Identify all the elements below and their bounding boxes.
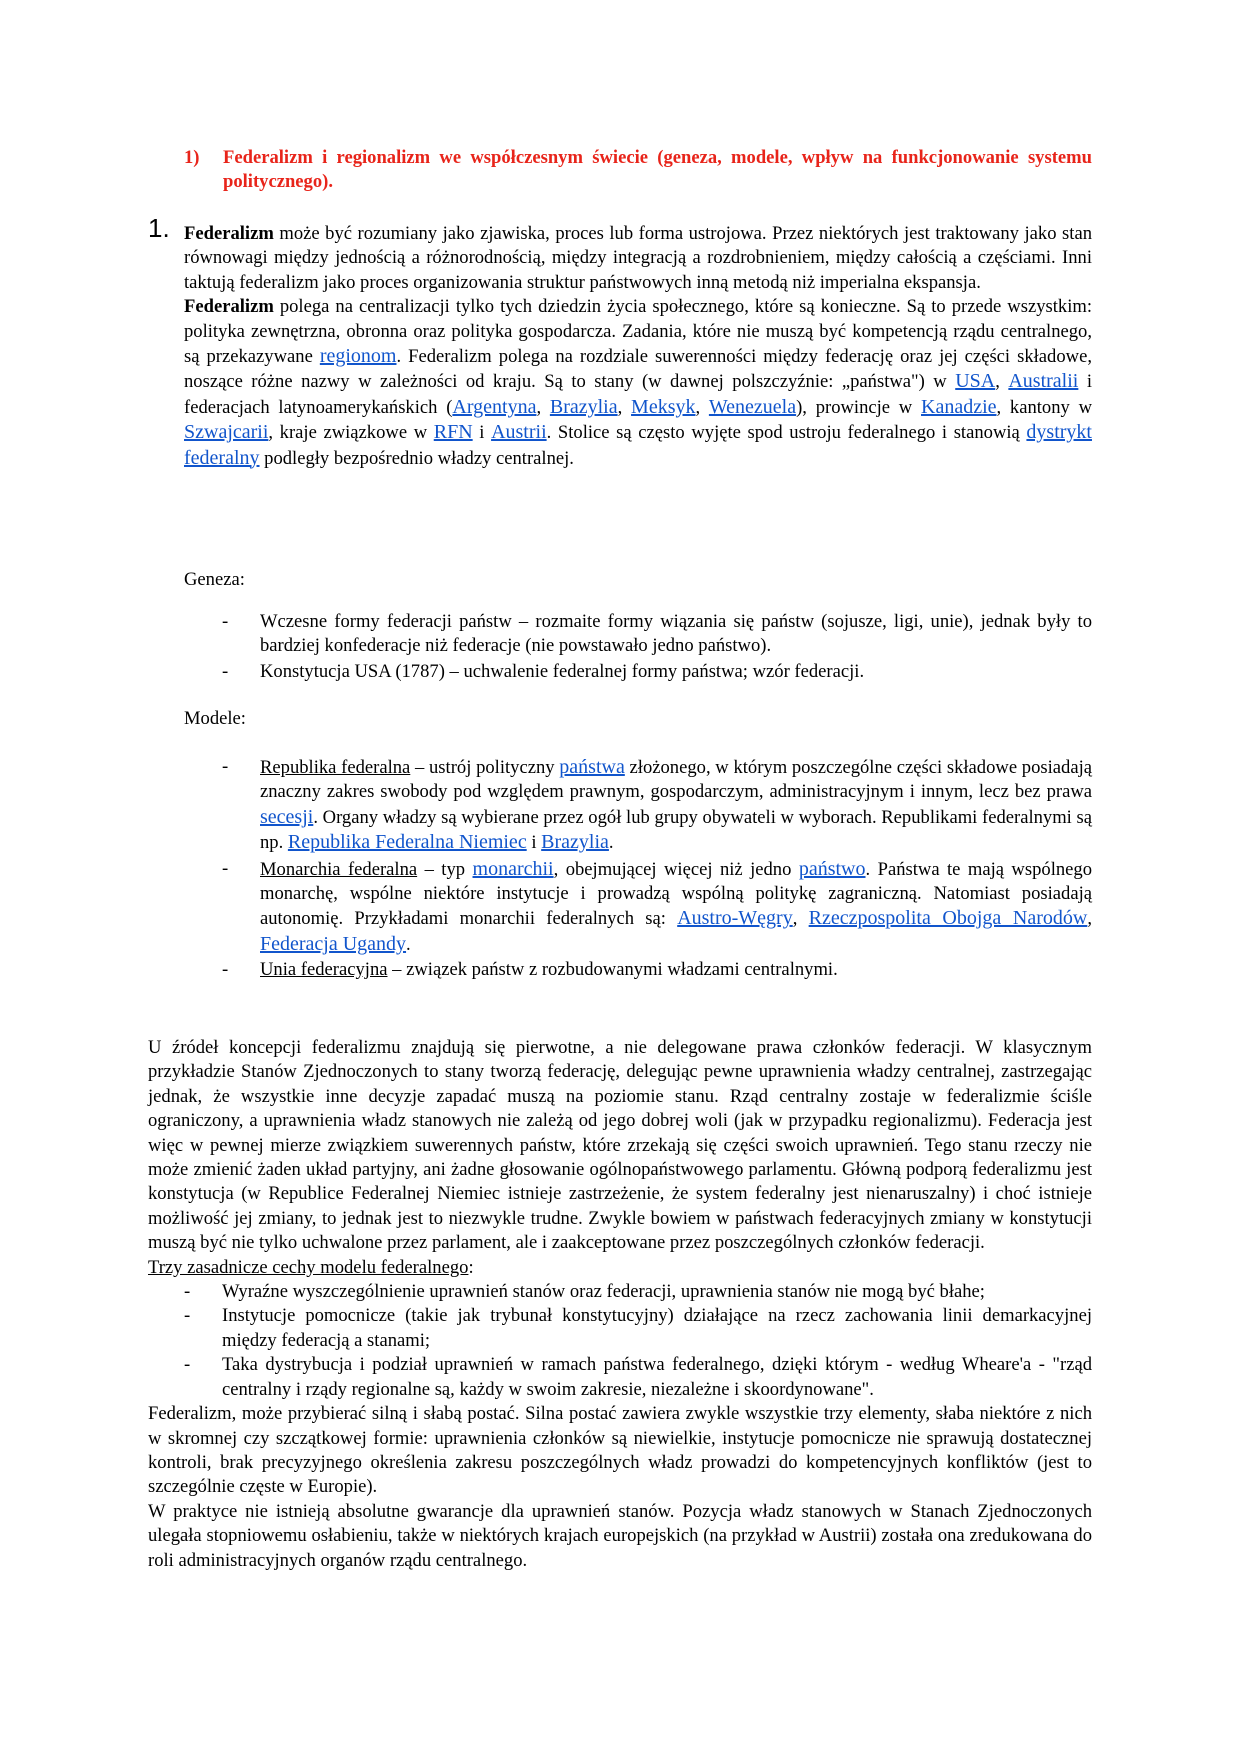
link-wenezuela[interactable]: Wenezuela: [708, 395, 797, 418]
list-marker: 1.: [148, 213, 170, 243]
traits-list: [184, 1280, 1092, 1402]
link-dystrykt-federalny[interactable]: dystrykt federalny: [184, 421, 1092, 469]
dash-bullet: -: [184, 1354, 191, 1376]
paragraph-text: i: [472, 422, 492, 444]
geneza-label: Geneza:: [184, 569, 245, 590]
dash-bullet: -: [222, 660, 229, 682]
list-item-unia: [222, 958, 1092, 982]
list-item-text: Taka dystrybucja i podział uprawnień w ramach państwa federalnego, dzięki którym - według Wheare'a - "rząd centralny i rządy regionalne są, każdy w swoim zakresie, niezależne i skoordynowane".: [222, 1354, 1092, 1400]
list-item-text: . Organy władzy są wybierane przez ogół lub grupy obywateli w wyborach. Republikami federalnymi są np.: [260, 806, 1092, 854]
heading-number: 1): [184, 147, 200, 168]
link-kanadzie[interactable]: Kanadzie: [921, 395, 997, 418]
list-item-text: Wczesne formy federacji państw – rozmaite formy wiązania się państw (sojusze, ligi, unie), jednak były to bardziej konfederacje niż federacje (nie powstawało jedno państwo).: [260, 611, 1092, 657]
paragraph-sources: U źródeł koncepcji federalizmu znajdują się pierwotne, a nie delegowane prawa członków federacji. W klasycznym przykładzie Stanów Zjednoczonych to stany tworzą federację, delegując pewne uprawnienia władzy centralnej, zastrzegając jednak, że wszystkie inne decyzje zapadać muszą na poziomie stanu. Rząd centralny zostaje w federalizmie ściśle ograniczony, a uprawnienia władz stanowych nie zależą od jego dobrej woli (jak w przypadku regionalizmu). Federacja jest więc w pewnej mierze związkiem suwerennych państw, które zrzekają się części swoich uprawnień. Tego stanu rzeczy nie może zmienić żaden układ partyjny, ani żadne głosowanie ogólnopaństwowego parlamentu. Główną podporą federalizmu jest konstytucja (w Republice Federalnej Niemiec istnieje zastrzeżenie, że system federalny jest nienaruszalny) i choć istnieje możliwość jej zmiany, to jednak jest to niezwykle trudne. Zwykle bowiem w państwach federacyjnych zmiany w konstytucji muszą być nie tylko uchwalone przez parlament, ale i zaakceptowane przez poszczególnych członków federacji.: [148, 1037, 1092, 1254]
link-australii[interactable]: Australii: [1008, 370, 1079, 393]
dash-bullet: -: [222, 959, 229, 981]
paragraph-text: ,: [617, 396, 632, 418]
traits-heading: [148, 1256, 1092, 1280]
section-heading: [184, 146, 1092, 195]
list-item-text: .: [608, 832, 614, 854]
list-item-text: ,: [1087, 908, 1092, 930]
list-item-text: i: [526, 832, 542, 854]
term-monarchia-federalna: Monarchia federalna: [260, 858, 418, 880]
paragraph-text: ,: [995, 371, 1009, 393]
dash-bullet: -: [222, 756, 229, 777]
list-item-monarchia: [222, 857, 1092, 958]
list-item-text: . Państwa te mają wspólnego monarchę, wspólne niektóre instytucje i prowadzą wspólną politykę zagraniczną. Natomiast posiadają autonomię. Przykładami monarchii federalnych są:: [260, 858, 1093, 930]
geneza-list: [222, 610, 1092, 685]
paragraph-text: , kraje związkowe w: [268, 422, 434, 444]
dash-bullet: -: [184, 1305, 191, 1327]
term-unia-federacyjna: Unia federacyjna: [260, 959, 388, 981]
list-item: [184, 1280, 1092, 1304]
list-item-text: Konstytucja USA (1787) – uchwalenie federalnej formy państwa; wzór federacji.: [260, 660, 865, 682]
link-szwajcarii[interactable]: Szwajcarii: [184, 421, 269, 444]
modele-label: Modele:: [184, 708, 246, 729]
traits-label: Trzy zasadnicze cechy modelu federalnego: [148, 1256, 469, 1278]
link-brazylia[interactable]: Brazylia: [549, 395, 618, 418]
link-monarchii[interactable]: monarchii: [472, 857, 554, 880]
link-argentyna[interactable]: Argentyna: [452, 395, 537, 418]
paragraph-text: polega na centralizacji tylko tych dziedzin życia społecznego, które są konieczne. Są to przede wszystkim: polityka zewnętrzna, obronna oraz polityka gospodarcza. Zadania, które nie muszą być kompetencją rządu centralnego, są przekazywane: [184, 296, 1092, 368]
list-item-text: Instytucje pomocnicze (takie jak trybunał konstytucyjny) działające na rzecz zachowania linii demarkacyjnej między federacją a stanami;: [222, 1305, 1092, 1351]
link-secesji[interactable]: secesji: [260, 805, 314, 828]
list-item-text: ,: [792, 908, 809, 930]
heading-title: Federalizm i regionalizm we współczesnym świecie (geneza, modele, wpływ na funkcjonowanie systemu politycznego).: [223, 147, 1092, 193]
federalism-definition: [148, 213, 1093, 471]
body-text: [148, 1036, 1092, 1573]
term-federalizm: Federalizm: [184, 223, 274, 244]
list-item: [222, 610, 1092, 659]
link-austro-wegry[interactable]: Austro-Węgry: [677, 907, 793, 930]
paragraph-text: podległy bezpośrednio władzy centralnej.: [259, 447, 574, 469]
list-item: [184, 1304, 1092, 1353]
paragraph-text: , kantony w: [996, 396, 1093, 418]
dash-bullet: -: [184, 1281, 191, 1303]
paragraph-text: ), prowincje w: [796, 396, 921, 418]
list-item-text: – typ: [417, 858, 473, 880]
list-item-text: , obejmującej więcej niż jedno: [553, 858, 799, 880]
dash-bullet: -: [222, 611, 229, 632]
list-item: [184, 1353, 1092, 1402]
modele-list: [222, 755, 1092, 984]
paragraph-strong-weak: Federalizm, może przybierać silną i słabą postać. Silna postać zawiera zwykle wszystkie trzy elementy, słaba niektóre z nich w skromnej czy szczątkowej formie: uprawnienia członków są niewielkie, instytucje pomocnicze nie sprawują dostatecznej kontroli, brak precyzyjnego określenia zakresu poszczególnych władz prowadzi do kompetencyjnych konfliktów (jest to szczególnie częste w Europie).: [148, 1403, 1092, 1498]
term-republika-federalna: Republika federalna: [260, 757, 411, 778]
paragraph-text: ,: [536, 396, 550, 418]
paragraph-text: . Federalizm polega na rozdziale suwerenności między federację oraz jej części składowe, noszące różne nazwy w zależności od kraju. Są to stany (w dawnej polszczyźnie: „państwa") w: [184, 346, 1092, 393]
list-item-text: Wyraźne wyszczególnienie uprawnień stanów oraz federacji, uprawnienia stanów nie mogą być błahe;: [222, 1281, 985, 1303]
dash-bullet: -: [222, 857, 229, 879]
paragraph-2: [184, 295, 1092, 471]
list-item-text: – związek państw z rozbudowanymi władzami centralnymi.: [387, 959, 838, 981]
link-meksyk[interactable]: Meksyk: [631, 395, 696, 418]
link-regionom[interactable]: regionom: [319, 345, 397, 368]
list-item-text: złożonego, w którym poszczególne części składowe posiadają znaczny zakres swobody pod względem prawnym, gospodarczym, administracyjnym i innym, lecz bez prawa: [260, 757, 1092, 803]
paragraph-text: ,: [695, 396, 709, 418]
list-item-republika: [222, 755, 1092, 856]
link-rfn-full[interactable]: Republika Federalna Niemiec: [287, 831, 527, 854]
traits-colon: :: [468, 1256, 474, 1278]
paragraph-text: i federacjach latynoamerykańskich (: [184, 371, 1092, 418]
paragraph-1: [184, 222, 1092, 295]
link-usa[interactable]: USA: [955, 370, 996, 393]
paragraph-text: . Stolice są często wyjęte spod ustroju federalnego i stanowią: [546, 422, 1027, 444]
paragraph-practice: W praktyce nie istnieją absolutne gwarancje dla uprawnień stanów. Pozycja władz stanowych w Stanach Zjednoczonych ulegała stopniowemu osłabieniu, także w niektórych krajach europejskich (na przykład w Austrii) została ona zredukowana do roli administracyjnych organów rządu centralnego.: [148, 1500, 1092, 1571]
list-item-text: .: [406, 933, 411, 955]
link-federacja-ugandy[interactable]: Federacja Ugandy: [260, 932, 407, 955]
link-rfn[interactable]: RFN: [433, 421, 473, 444]
term-federalizm: Federalizm: [184, 296, 274, 318]
link-panstwo[interactable]: państwo: [798, 857, 866, 880]
paragraph-text: może być rozumiany jako zjawiska, proces lub forma ustrojowa. Przez niektórych jest traktowany jako stan równowagi między jednością a różnorodnością, między integracją a rozdrobnieniem, między całością a częściami. Inni taktują federalizm jako proces organizowania struktur państwowych inną metodą niż imperialna ekspansja.: [184, 223, 1092, 293]
link-rzeczpospolita[interactable]: Rzeczpospolita Obojga Narodów: [808, 907, 1088, 930]
list-item: [222, 660, 1092, 684]
list-item-text: – ustrój polityczny: [410, 757, 560, 778]
link-panstwa[interactable]: państwa: [559, 756, 625, 778]
link-brazylia[interactable]: Brazylia: [541, 831, 609, 854]
link-austrii[interactable]: Austrii: [491, 421, 547, 444]
